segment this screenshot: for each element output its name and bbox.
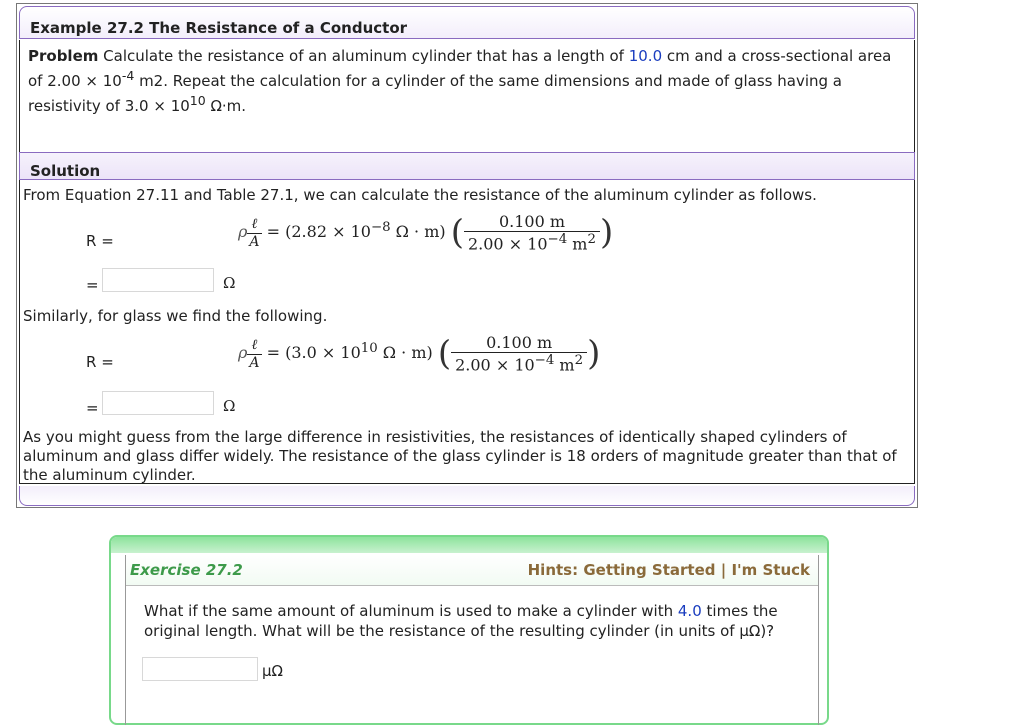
example-title: Example 27.2 The Resistance of a Conductor — [19, 6, 915, 39]
fraction-denominator: $2.00 \times 10^{-4}$ $m^2$ — [455, 353, 584, 375]
problem-area-exp: -4 — [121, 68, 135, 83]
unit-ohm-m: Ω · m) — [377, 343, 433, 363]
glass-resistance-input[interactable] — [102, 391, 214, 415]
problem-area: 2.00 × 10 — [47, 72, 122, 90]
problem-times: × — [153, 97, 166, 115]
problem-text-1: Calculate the resistance of an aluminum cylinder that has a length of — [98, 47, 629, 65]
l-symbol: ℓ — [247, 216, 261, 234]
ohm-unit-glass: Ω — [223, 397, 236, 415]
aluminum-exp: −8 — [370, 219, 391, 235]
solution-heading: Solution — [19, 152, 915, 180]
getting-started-link[interactable]: Getting Started — [583, 561, 716, 579]
exercise-inner — [125, 555, 819, 725]
problem-resist: 10 — [165, 97, 190, 115]
exercise-question — [144, 601, 804, 641]
glass-equation — [238, 333, 600, 374]
fraction-numerator: 0.100 m — [464, 212, 600, 232]
glass-coef: (3.0 × 10 — [285, 343, 361, 363]
exercise-label: Exercise 27.2 — [130, 561, 243, 579]
length-over-area-fraction — [451, 333, 587, 374]
rho-symbol: ρ — [238, 222, 248, 242]
problem-label: Problem — [28, 47, 99, 65]
question-text-1: What if the same amount of aluminum is used to make a cylinder with — [144, 602, 678, 620]
exercise-answer-input[interactable] — [142, 657, 258, 681]
hints-bar — [528, 561, 810, 579]
exercise-header — [126, 555, 818, 586]
fraction-numerator: 0.100 m — [451, 333, 587, 353]
equals-label-glass: = — [86, 399, 99, 417]
im-stuck-link[interactable]: I'm Stuck — [731, 561, 810, 579]
right-paren: ) — [599, 212, 614, 253]
l-over-a-fraction — [247, 216, 261, 250]
right-paren: ) — [587, 333, 601, 374]
aluminum-equation — [238, 212, 613, 253]
aluminum-resistance-input[interactable] — [102, 268, 214, 292]
solution-body — [19, 180, 915, 484]
solution-intro: From Equation 27.11 and Table 27.1, we can calculate the resistance of the aluminum cylinder as follows. — [23, 186, 817, 204]
exercise-panel — [109, 535, 829, 725]
example-panel — [16, 3, 918, 508]
fraction-denominator: $2.00 \times 10^{-4}$ $m^2$ — [467, 232, 596, 254]
problem-box — [19, 40, 915, 154]
a-symbol: A — [249, 354, 260, 371]
hints-separator: | — [715, 561, 732, 579]
problem-units: Ω·m. — [205, 97, 247, 115]
r-label-glass: R = — [86, 353, 114, 371]
length-over-area-fraction — [464, 212, 600, 253]
unit-ohm-m: Ω · m) — [390, 222, 446, 242]
left-paren: ( — [437, 333, 452, 374]
hints-label: Hints: — [527, 561, 584, 579]
exercise-top-bar — [111, 537, 827, 553]
l-symbol: ℓ — [247, 337, 261, 355]
l-over-a-fraction — [247, 337, 261, 371]
r-label-aluminum: R = — [86, 232, 114, 250]
similarly-text: Similarly, for glass we find the following. — [23, 307, 328, 325]
rho-symbol: ρ — [238, 343, 248, 363]
question-text-2: times the original length. What will be the resistance of the resulting cylinder (in units of µΩ)? — [144, 602, 778, 640]
aluminum-coef: (2.82 × 10 — [285, 222, 371, 242]
equals-label-aluminum: = — [86, 276, 99, 294]
glass-exp: 10 — [360, 340, 378, 356]
conclusion-text: As you might guess from the large difference in resistivities, the resistances of identically shaped cylinders of aluminum and glass differ widely. The resistance of the glass cylinder is 18 orders of magnitude greater than that of the aluminum cylinder. — [23, 428, 897, 484]
problem-text-3: m2. Repeat the calculation for a cylinder of the same dimensions and made of glass having a resistivity of 3.0 — [28, 72, 842, 115]
problem-text-2: cm and a cross-sectional area of — [28, 47, 892, 90]
a-symbol: A — [249, 233, 260, 250]
exercise-answer-unit: µΩ — [262, 662, 284, 680]
left-paren: ( — [450, 212, 464, 253]
problem-resist-exp: 10 — [189, 93, 206, 108]
problem-length-value: 10.0 — [628, 47, 663, 65]
length-factor-value: 4.0 — [677, 602, 702, 620]
example-panel-footer — [19, 486, 915, 506]
equals-sign: = — [266, 222, 281, 242]
ohm-unit-aluminum: Ω — [223, 274, 236, 292]
equals-sign: = — [266, 343, 281, 363]
